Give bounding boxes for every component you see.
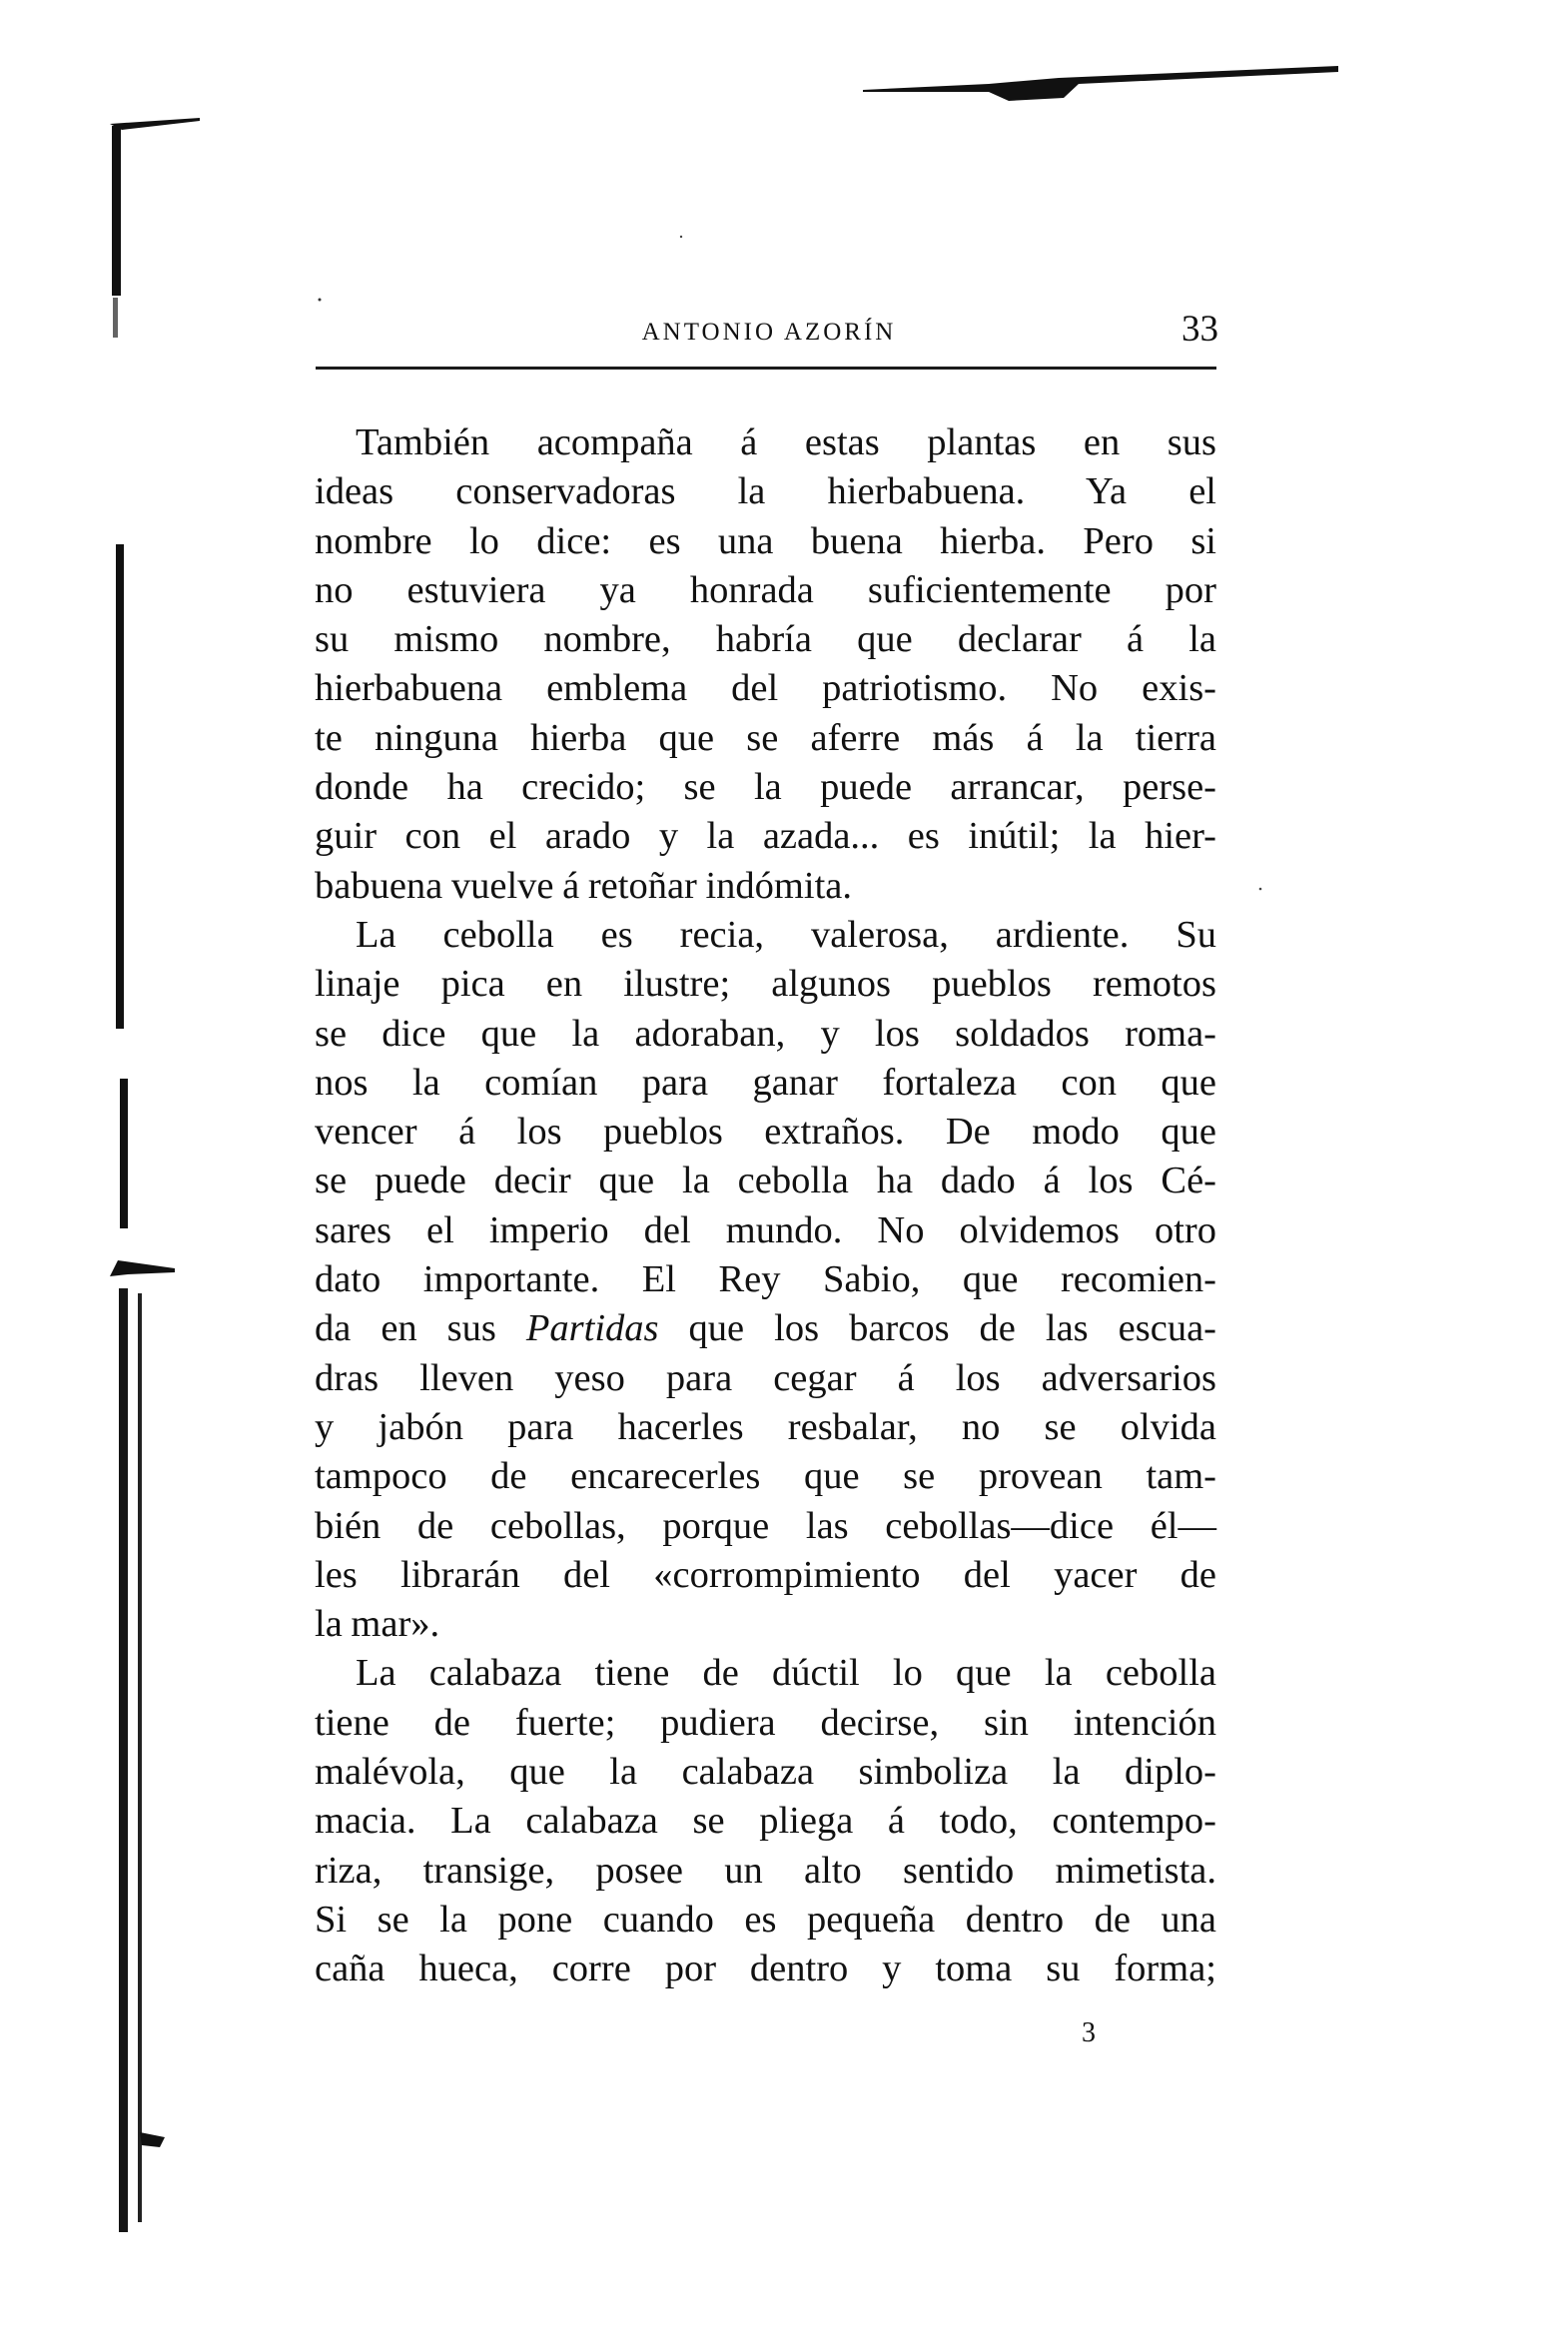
- text-line-segment: que los barcos de las escua-: [658, 1307, 1216, 1350]
- text-line: les librarán del «corrompimiento del yacer de: [315, 1553, 1216, 1596]
- text-line: ideas conservadoras la hierbabuena. Ya el: [315, 470, 1216, 513]
- text-line-segment: da en sus: [315, 1307, 526, 1350]
- text-line: Si se la pone cuando es pequeña dentro de una: [315, 1898, 1216, 1941]
- text-line: se dice que la adoraban, y los soldados roma-: [315, 1012, 1216, 1055]
- binding-edge-mid: [116, 544, 124, 1029]
- text-line: babuena vuelve á retoñar indómita.: [315, 864, 852, 907]
- binding-edge-lower-a: [119, 1288, 128, 2232]
- page-number: 33: [1181, 309, 1218, 350]
- text-line: vencer á los pueblos extraños. De modo que: [315, 1111, 1216, 1154]
- text-line: te ninguna hierba que se aferre más á la tierra: [315, 716, 1216, 759]
- text-line: la mar».: [315, 1603, 440, 1646]
- text-line: su mismo nombre, habría que declarar á la: [315, 618, 1216, 661]
- text-line: se puede decir que la cebolla ha dado á los Cé-: [315, 1160, 1216, 1202]
- running-head: [0, 0, 1568, 399]
- text-line: riza, transige, posee un alto sentido mimetista.: [315, 1849, 1216, 1892]
- binding-edge-lower-b: [138, 1293, 142, 2222]
- text-line: nombre lo dice: es una buena hierba. Pero si: [315, 519, 1216, 562]
- text-line: nos la comían para ganar fortaleza con que: [315, 1061, 1216, 1104]
- text-line: tiene de fuerte; pudiera decirse, sin intención: [315, 1701, 1216, 1744]
- text-line: no estuviera ya honrada suficientemente por: [315, 568, 1216, 611]
- text-line: donde ha crecido; se la puede arrancar, perse-: [315, 766, 1216, 809]
- text-line: dras lleven yeso para cegar á los adversarios: [315, 1356, 1216, 1399]
- text-line: dato importante. El Rey Sabio, que recomien-: [315, 1258, 1216, 1301]
- text-line: macia. La calabaza se pliega á todo, contempo-: [315, 1800, 1216, 1843]
- text-line: tampoco de encarecerles que se provean tam-: [315, 1455, 1216, 1498]
- running-head-title: ANTONIO AZORÍN: [641, 319, 897, 346]
- binding-tick: [110, 1260, 175, 1276]
- italic-title: Partidas: [525, 1307, 659, 1350]
- text-line: y jabón para hacerles resbalar, no se olvida: [315, 1405, 1216, 1448]
- text-line: La calabaza tiene de dúctil lo que la cebolla: [356, 1652, 1216, 1695]
- text-line: bién de cebollas, porque las cebollas—dice él—: [315, 1504, 1216, 1547]
- header-rule: [316, 367, 1216, 370]
- body-text: [315, 418, 1216, 1994]
- text-line: hierbabuena emblema del patriotismo. No exis-: [315, 667, 1216, 710]
- text-line: malévola, que la calabaza simboliza la diplo-: [315, 1751, 1216, 1794]
- text-line: También acompaña á estas plantas en sus: [356, 421, 1216, 463]
- text-line: sares el imperio del mundo. No olvidemos otro: [315, 1208, 1216, 1251]
- signature-mark: 3: [1082, 2017, 1096, 2048]
- text-line: La cebolla es recia, valerosa, ardiente. Su: [356, 913, 1216, 956]
- text-line: linaje pica en ilustre; algunos pueblos remotos: [315, 963, 1216, 1006]
- text-line: caña hueca, corre por dentro y toma su forma;: [315, 1948, 1216, 1990]
- binding-edge-mid-2: [120, 1079, 128, 1228]
- text-line: guir con el arado y la azada... es inútil; la hier-: [315, 815, 1216, 858]
- binding-notch: [140, 2132, 165, 2147]
- text-line: [315, 1304, 1216, 1353]
